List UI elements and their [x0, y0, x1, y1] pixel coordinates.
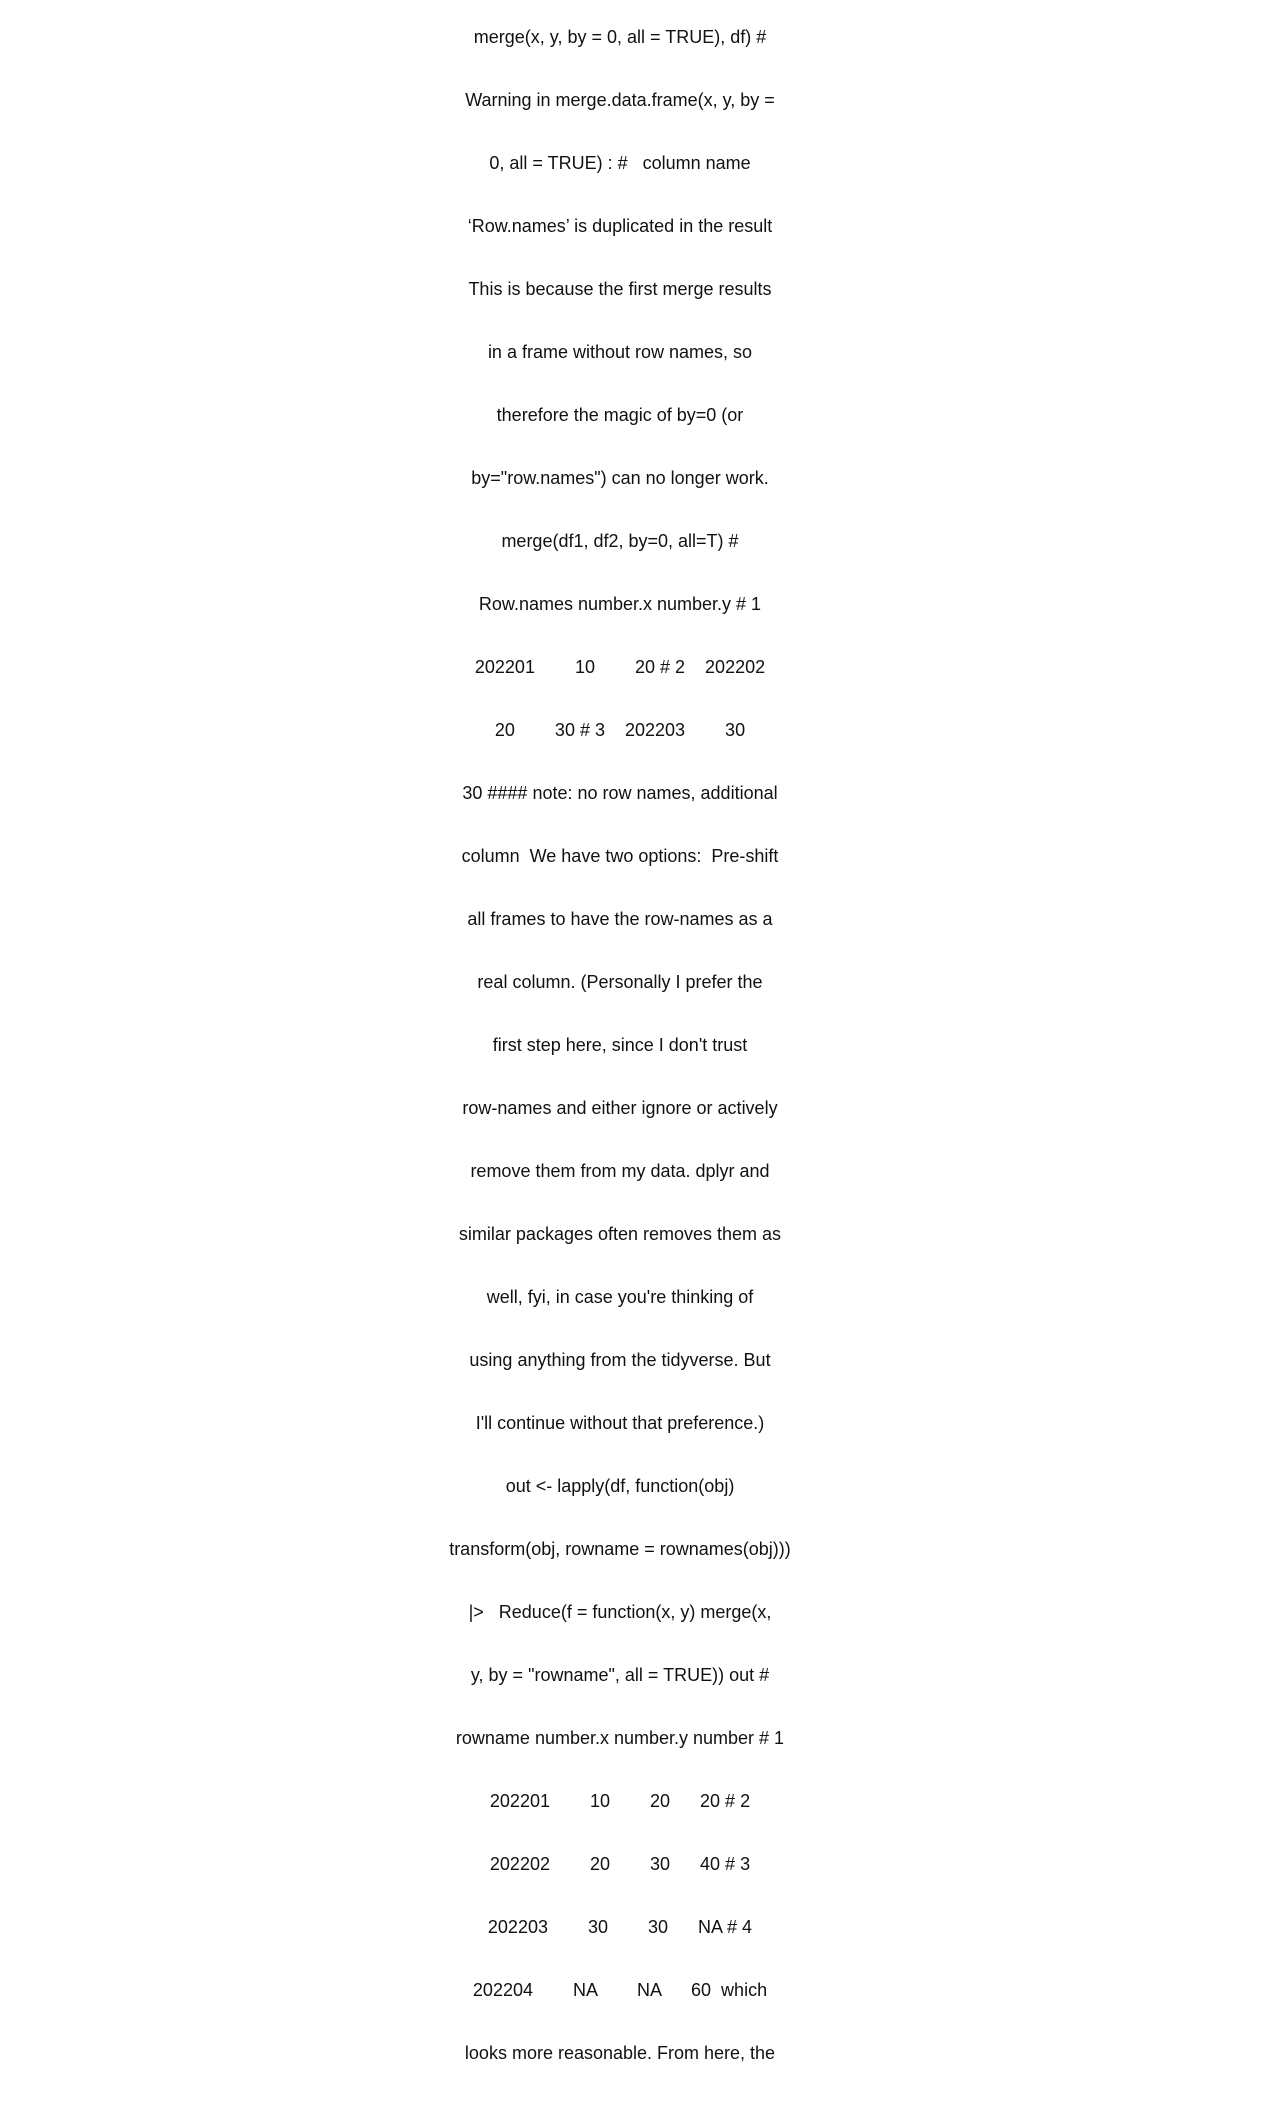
- text-line: 0, all = TRUE) : # column name: [489, 153, 751, 173]
- text-line: similar packages often removes them as: [458, 1224, 782, 1244]
- text-line: y, by = "rowname", all = TRUE)) out #: [470, 1665, 770, 1685]
- text-line: using anything from the tidyverse. But: [469, 1350, 771, 1370]
- text-line: all frames to have the row-names as a: [467, 909, 773, 929]
- text-line: 202202 20 30 40 # 3: [489, 1854, 751, 1874]
- text-line: 20 30 # 3 202203 30: [494, 720, 746, 740]
- text-line: ‘Row.names’ is duplicated in the result: [467, 216, 773, 236]
- text-line: 30 #### note: no row names, additional: [462, 783, 778, 803]
- text-line: transform(obj, rowname = rownames(obj))): [449, 1539, 791, 1559]
- text-line: Warning in merge.data.frame(x, y, by =: [465, 90, 775, 110]
- text-line: This is because the first merge results: [468, 279, 772, 299]
- text-line: row-names and either ignore or actively: [462, 1098, 778, 1118]
- text-line: looks more reasonable. From here, the: [464, 2043, 776, 2063]
- text-line: Row.names number.x number.y # 1: [478, 594, 762, 614]
- text-line: |> Reduce(f = function(x, y) merge(x,: [468, 1602, 772, 1622]
- text-line: out <- lapply(df, function(obj): [505, 1476, 735, 1496]
- text-line: therefore the magic of by=0 (or: [496, 405, 744, 425]
- text-line: in a frame without row names, so: [487, 342, 753, 362]
- text-line: remove them from my data. dplyr and: [470, 1161, 770, 1181]
- text-line: I'll continue without that preference.): [475, 1413, 765, 1433]
- text-line: 202201 10 20 20 # 2: [489, 1791, 751, 1811]
- text-line: by="row.names") can no longer work.: [471, 468, 769, 488]
- document-text: [440, 0, 800, 2106]
- text-line: 202201 10 20 # 2 202202: [474, 657, 766, 677]
- text-line: merge(x, y, by = 0, all = TRUE), df) #: [473, 27, 767, 47]
- text-line: column We have two options: Pre-shift: [461, 846, 779, 866]
- text-line: first step here, since I don't trust: [492, 1035, 748, 1055]
- text-line: merge(df1, df2, by=0, all=T) #: [501, 531, 739, 551]
- text-line: 202204 NA NA 60 which: [472, 1980, 768, 2000]
- text-line: rowname number.x number.y number # 1: [455, 1728, 785, 1748]
- blank-footer-area: [0, 680, 1280, 720]
- text-line: well, fyi, in case you're thinking of: [486, 1287, 754, 1307]
- text-line: real column. (Personally I prefer the: [477, 972, 763, 992]
- text-line: 202203 30 30 NA # 4: [487, 1917, 753, 1937]
